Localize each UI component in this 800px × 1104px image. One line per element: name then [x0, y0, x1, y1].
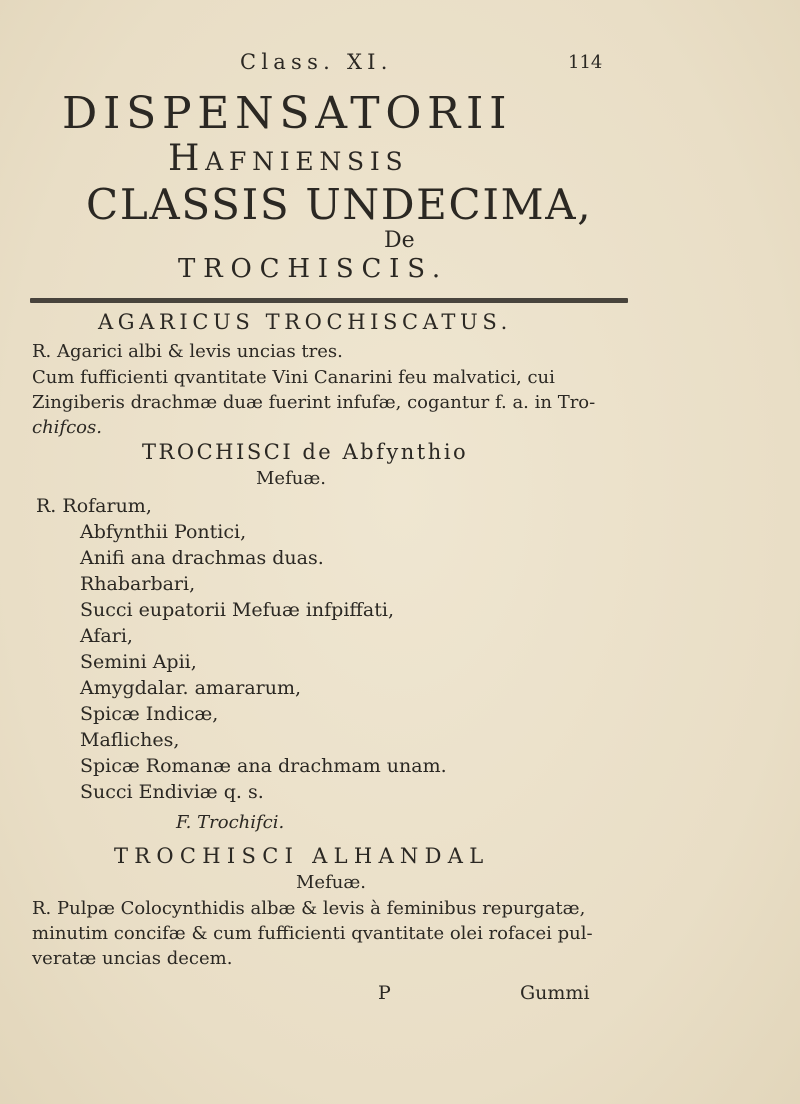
section-subheading-absinth: Mefuæ.: [256, 468, 326, 489]
ingredient-line: Rhabarbari,: [80, 573, 196, 595]
ingredient-line: Afari,: [80, 625, 133, 647]
ornamental-rule: [30, 298, 628, 303]
ingredient-line: Succi eupatorii Mefuæ infpiffati,: [80, 599, 395, 621]
recipe-first-ingredient: R. Rofarum,: [36, 495, 152, 517]
ingredient-line: Anifi ana drachmas duas.: [80, 547, 324, 569]
recipe-line: R. Agarici albi & levis uncias tres.: [32, 341, 343, 362]
title-line-1: DISPENSATORII: [62, 88, 513, 139]
title-line-4: De: [384, 228, 415, 253]
section-subheading-alhandal: Mefuæ.: [296, 872, 366, 893]
running-head: Class. XI.: [240, 50, 393, 74]
ingredient-line: Spicæ Romanæ ana drachmam unam.: [80, 755, 447, 777]
ingredient-line: Amygdalar. amararum,: [80, 677, 302, 699]
paragraph-line: veratæ uncias decem.: [32, 948, 233, 969]
ingredient-line: Abfynthii Pontici,: [80, 521, 247, 543]
page-number: 114: [568, 52, 603, 73]
signature-mark: P: [378, 982, 391, 1004]
catchword: Gummi: [520, 982, 590, 1004]
title-line-2: Hafniensis: [168, 138, 409, 179]
paragraph-line: Cum fufficienti qvantitate Vini Canarini feu malvatici, cui: [32, 367, 555, 388]
section-heading-absinth: TROCHISCI de Abfynthio: [142, 440, 469, 464]
ingredient-line: Mafliches,: [80, 729, 180, 751]
section-heading-agaricus: AGARICUS TROCHISCATUS.: [98, 310, 512, 334]
paragraph-line: chifcos.: [32, 417, 102, 438]
section-heading-alhandal: TROCHISCI ALHANDAL: [114, 844, 490, 868]
ingredient-line: Spicæ Indicæ,: [80, 703, 219, 725]
paragraph-line: minutim concifæ & cum fufficienti qvantitate olei rofacei pul-: [32, 923, 593, 944]
ingredient-line: Succi Endiviæ q. s.: [80, 781, 264, 803]
paragraph-line: R. Pulpæ Colocynthidis albæ & levis à feminibus repurgatæ,: [32, 898, 586, 919]
title-line-5: TROCHISCIS.: [178, 254, 448, 284]
title-line-3: CLASSIS UNDECIMA,: [86, 180, 593, 229]
paragraph-line: Zingiberis drachmæ duæ fuerint infufæ, cogantur f. a. in Tro-: [32, 392, 596, 413]
preparation-note: F. Trochifci.: [176, 812, 285, 833]
ingredient-line: Semini Apii,: [80, 651, 197, 673]
